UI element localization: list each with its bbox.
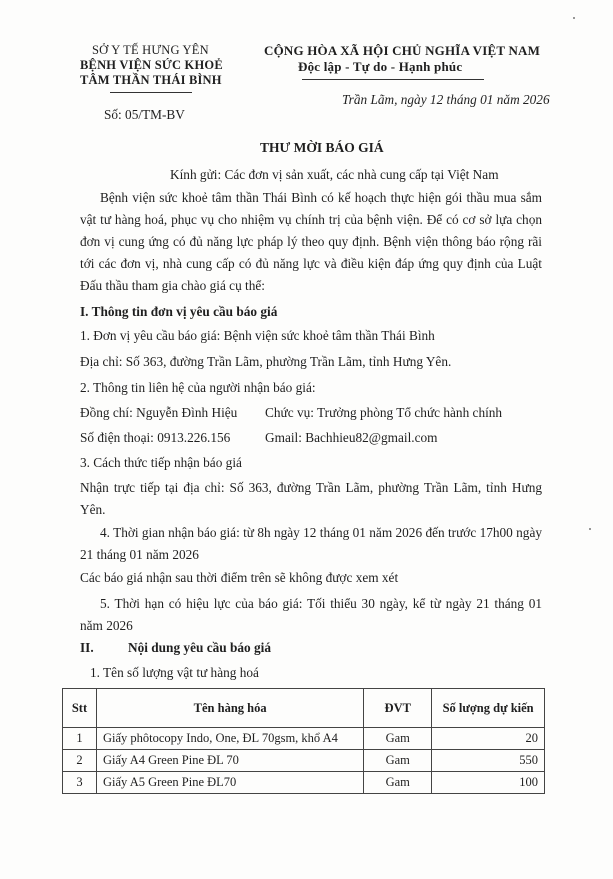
table-row bbox=[63, 750, 545, 772]
row-stt: 1 bbox=[63, 728, 97, 750]
table-row bbox=[63, 728, 545, 750]
unit-address: Địa chỉ: Số 363, đường Trần Lãm, phường Trần Lãm, tỉnh Hưng Yên. bbox=[80, 354, 452, 369]
table-header-row bbox=[63, 689, 545, 728]
scan-speck bbox=[573, 17, 575, 19]
row-stt: 3 bbox=[63, 772, 97, 794]
goods-table bbox=[62, 688, 545, 794]
contact-email: Gmail: Bachhieu82@gmail.com bbox=[265, 430, 438, 445]
row-qty: 20 bbox=[432, 728, 545, 750]
document-number: Số: 05/TM-BV bbox=[104, 107, 185, 122]
col-header-unit: ĐVT bbox=[364, 689, 432, 728]
intro-paragraph: Bệnh viện sức khoẻ tâm thần Thái Bình có kế hoạch thực hiện gói thầu mua sắm vật tư hàng hoá, phục vụ cho nhiệm vụ chính trị của bệnh viện. Để có cơ sở lựa chọn đơn vị cung ứng có đủ năng lực pháp lý theo quy định. Bệnh viện thông báo rộng rãi tới các đơn vị, nhà cung cấp có đủ năng lực và điều kiện đáp ứng quy định của Luật Đấu thầu tham gia chào giá cụ thể: bbox=[80, 190, 542, 293]
row-unit: Gam bbox=[364, 772, 432, 794]
col-header-stt: Stt bbox=[63, 689, 97, 728]
section-1-heading: I. Thông tin đơn vị yêu cầu báo giá bbox=[80, 304, 278, 319]
receive-method-label: 3. Cách thức tiếp nhận báo giá bbox=[80, 455, 242, 470]
contact-info-label: 2. Thông tin liên hệ của người nhận báo giá: bbox=[80, 380, 316, 395]
ministry-name: SỞ Y TẾ HƯNG YÊN bbox=[92, 43, 209, 57]
contact-name: Đồng chí: Nguyễn Đình Hiệu bbox=[80, 405, 238, 420]
contact-position: Chức vụ: Trưởng phòng Tổ chức hành chính bbox=[265, 405, 503, 420]
section-2-number: II. bbox=[80, 640, 94, 655]
row-unit: Gam bbox=[364, 728, 432, 750]
letter-title: THƯ MỜI BÁO GIÁ bbox=[260, 140, 384, 155]
row-stt: 2 bbox=[63, 750, 97, 772]
hospital-name-line1: BỆNH VIỆN SỨC KHOẺ bbox=[80, 58, 223, 72]
row-name: Giấy A5 Green Pine ĐL70 bbox=[96, 772, 363, 794]
table-row bbox=[63, 772, 545, 794]
row-unit: Gam bbox=[364, 750, 432, 772]
requesting-unit: 1. Đơn vị yêu cầu báo giá: Bệnh viện sức khoẻ tâm thần Thái Bình bbox=[80, 328, 435, 343]
motto-rule bbox=[302, 79, 484, 80]
row-name: Giấy phôtocopy Indo, One, ĐL 70gsm, khổ A4 bbox=[96, 728, 363, 750]
row-qty: 550 bbox=[432, 750, 545, 772]
row-qty: 100 bbox=[432, 772, 545, 794]
col-header-quantity: Số lượng dự kiến bbox=[432, 689, 545, 728]
nation-title: CỘNG HÒA XÃ HỘI CHỦ NGHĨA VIỆT NAM bbox=[264, 43, 541, 58]
late-note: Các báo giá nhận sau thời điểm trên sẽ không được xem xét bbox=[80, 570, 399, 585]
salutation: Kính gửi: Các đơn vị sản xuất, các nhà cung cấp tại Việt Nam bbox=[170, 167, 499, 182]
section-2-heading: Nội dung yêu cầu báo giá bbox=[128, 640, 271, 655]
receive-period: 4. Thời gian nhận báo giá: từ 8h ngày 12 tháng 01 năm 2026 đến trước 17h00 ngày 21 tháng 01 năm 2026 bbox=[80, 525, 542, 562]
scan-speck bbox=[589, 528, 591, 530]
header-left-rule bbox=[110, 92, 192, 93]
receive-address: Nhận trực tiếp tại địa chỉ: Số 363, đường Trần Lãm, phường Trần Lãm, tỉnh Hưng Yên. bbox=[80, 480, 542, 517]
row-name: Giấy A4 Green Pine ĐL 70 bbox=[96, 750, 363, 772]
validity-period: 5. Thời hạn có hiệu lực của báo giá: Tối thiểu 30 ngày, kể từ ngày 21 tháng 01 năm 2026 bbox=[80, 596, 542, 633]
goods-list-label: 1. Tên số lượng vật tư hàng hoá bbox=[90, 665, 259, 680]
contact-phone: Số điện thoại: 0913.226.156 bbox=[80, 430, 231, 445]
national-motto: Độc lập - Tự do - Hạnh phúc bbox=[298, 59, 463, 74]
place-date: Trần Lãm, ngày 12 tháng 01 năm 2026 bbox=[342, 92, 550, 107]
col-header-name: Tên hàng hóa bbox=[96, 689, 363, 728]
hospital-name-line2: TÂM THẦN THÁI BÌNH bbox=[80, 73, 222, 87]
